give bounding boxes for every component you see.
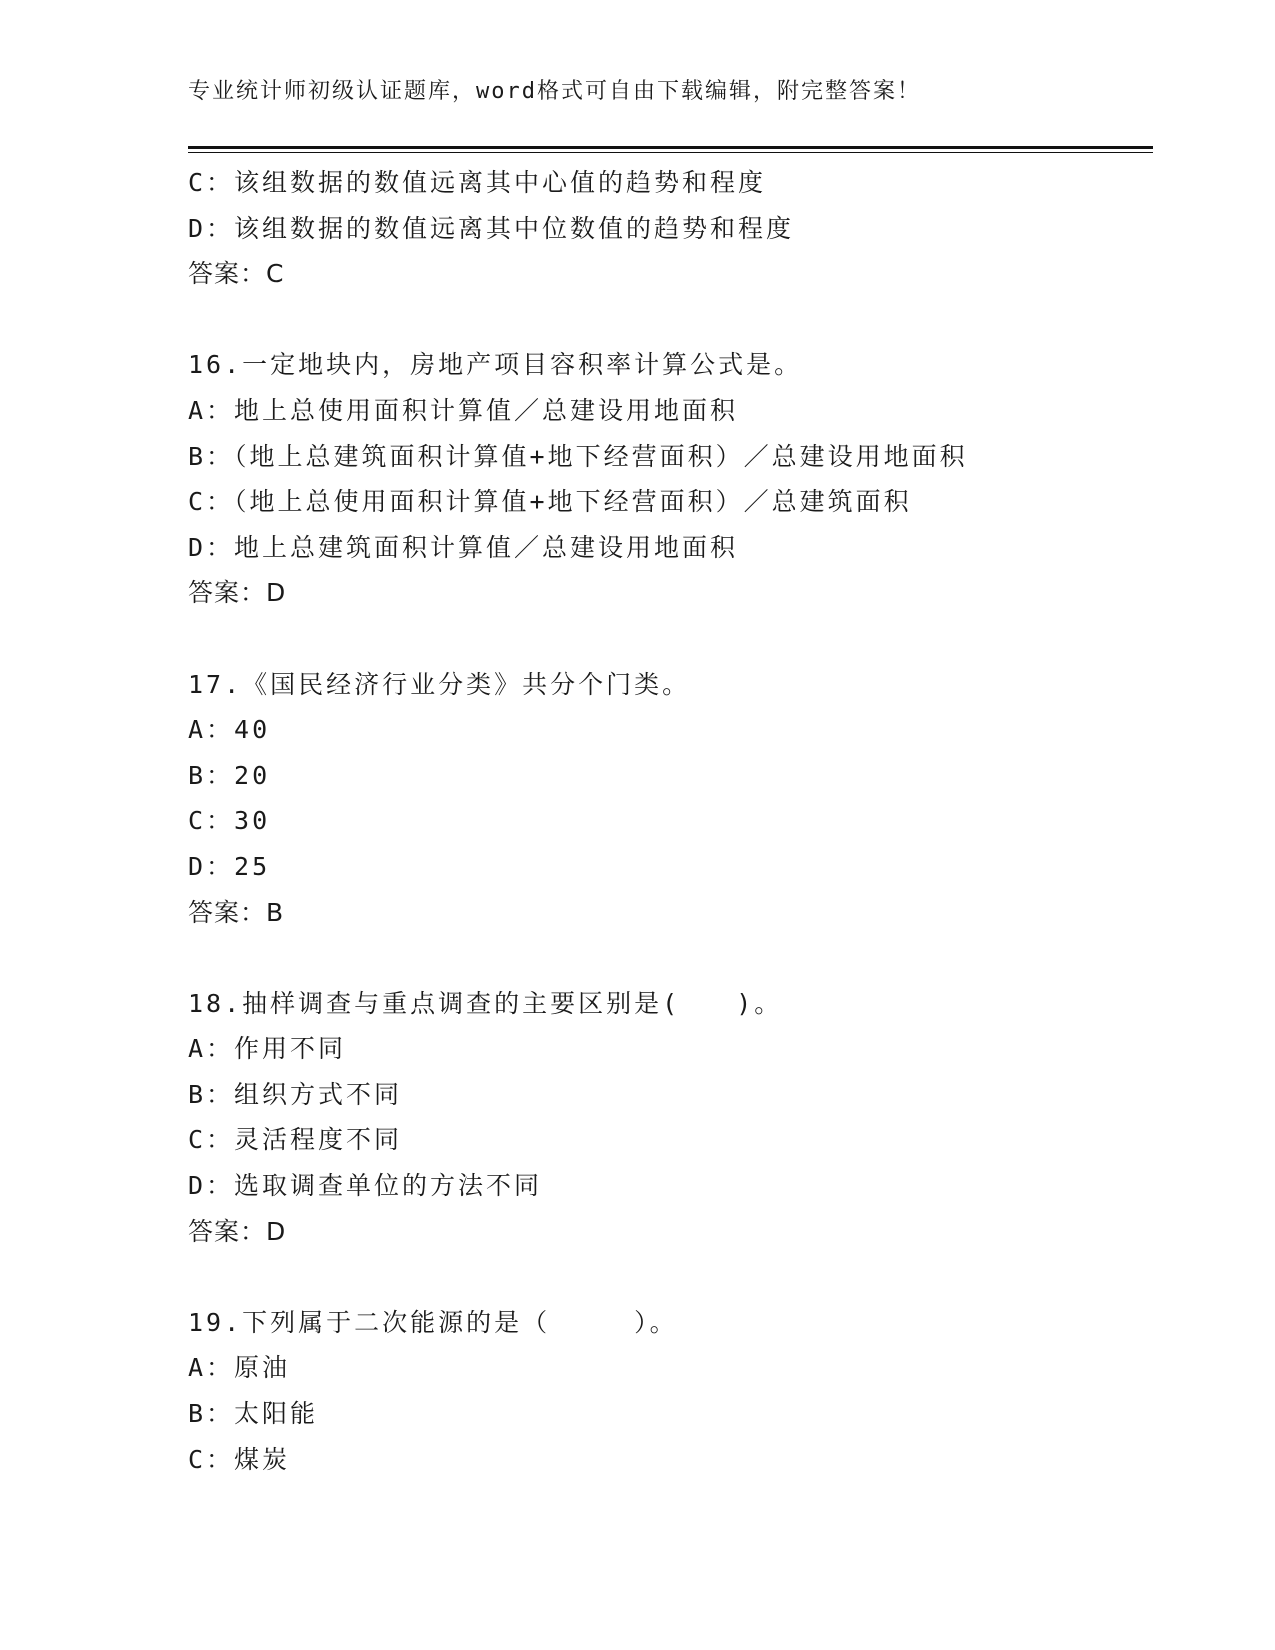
question-18	[188, 981, 1153, 1255]
option-b: B：太阳能	[188, 1399, 319, 1429]
question-19	[188, 1300, 1153, 1482]
page-header: 专业统计师初级认证题库，word格式可自由下载编辑，附完整答案！	[188, 79, 921, 104]
spacer	[188, 1254, 1153, 1300]
question-17	[188, 662, 1153, 936]
question-16	[188, 342, 1153, 616]
option-c: C：煤炭	[188, 1444, 291, 1474]
option-c: C：灵活程度不同	[188, 1125, 403, 1155]
question-stem: 18.抽样调查与重点调查的主要区别是( )。	[188, 988, 783, 1018]
header-rule-thick	[188, 146, 1153, 149]
spacer	[188, 616, 1153, 662]
option-c: C：该组数据的数值远离其中心值的趋势和程度	[188, 168, 767, 197]
option-a: A：作用不同	[188, 1034, 347, 1064]
option-c: C：30	[188, 806, 271, 836]
answer-line: 答案：C	[188, 259, 285, 289]
answer-line: 答案：B	[188, 897, 285, 927]
spacer	[188, 935, 1153, 981]
option-d: D：该组数据的数值远离其中位数值的趋势和程度	[188, 213, 795, 243]
question-stem: 19.下列属于二次能源的是（ ）。	[188, 1307, 678, 1337]
answer-line: 答案：D	[188, 578, 287, 608]
spacer	[188, 297, 1153, 343]
option-c: C：（地上总使用面积计算值+地下经营面积）／总建筑面积	[188, 487, 912, 517]
option-a: A：地上总使用面积计算值／总建设用地面积	[188, 395, 739, 425]
option-b: B：20	[188, 760, 271, 790]
option-a: A：原油	[188, 1353, 291, 1383]
option-d: D：地上总建筑面积计算值／总建设用地面积	[188, 532, 739, 562]
continued-question	[188, 160, 1153, 297]
question-stem: 16.一定地块内，房地产项目容积率计算公式是。	[188, 350, 803, 380]
answer-line: 答案：D	[188, 1216, 287, 1246]
option-d: D：25	[188, 851, 271, 881]
option-a: A：40	[188, 715, 271, 745]
option-d: D：选取调查单位的方法不同	[188, 1171, 543, 1201]
header-rule-thin	[188, 152, 1153, 153]
question-content	[188, 160, 1153, 1482]
option-b: B：（地上总建筑面积计算值+地下经营面积）／总建设用地面积	[188, 441, 968, 471]
option-b: B：组织方式不同	[188, 1079, 403, 1109]
question-stem: 17.《国民经济行业分类》共分个门类。	[188, 669, 691, 699]
